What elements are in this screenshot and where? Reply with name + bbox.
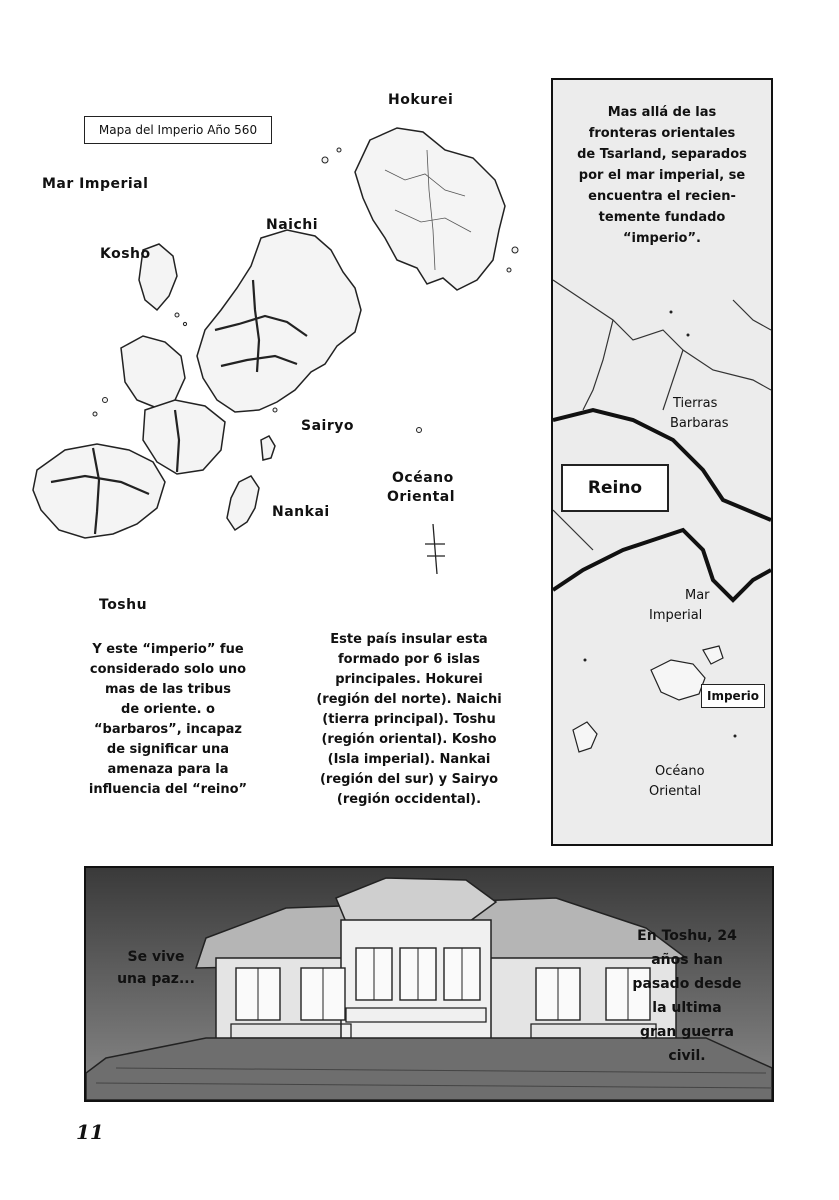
caption-middle: Este país insular esta formado por 6 islas principales. Hokurei (región del norte). Naichi (tierra principal). Toshu (región oriental). Kosho (Isla imperial). Nankai (región del sur) y Sairyo (región occidental). bbox=[316, 632, 502, 807]
imperio-box bbox=[701, 684, 765, 708]
island-central bbox=[143, 400, 225, 474]
right-panel bbox=[551, 78, 773, 846]
label-nankai: Nankai bbox=[272, 504, 330, 520]
map-title: Mapa del Imperio Año 560 bbox=[84, 116, 272, 144]
island-west bbox=[121, 336, 185, 408]
island-naichi bbox=[197, 230, 361, 412]
label-tierras: Tierras bbox=[673, 396, 718, 411]
imperio-label: Imperio bbox=[707, 689, 759, 703]
label-mar-imperial-2: Imperial bbox=[649, 608, 703, 623]
label-naichi: Naichi bbox=[266, 217, 319, 233]
label-hokurei: Hokurei bbox=[388, 92, 454, 108]
label-toshu: Toshu bbox=[99, 597, 148, 613]
label-kosho: Kosho bbox=[100, 246, 151, 262]
label-oceano: Océano bbox=[392, 470, 454, 486]
label-barbaras: Barbaras bbox=[670, 416, 729, 431]
caption-left: Y este “imperio” fue considerado solo uno mas de las tribus de oriente. o “barbaros”, incapaz de significar una amenaza para la influencia del “reino” bbox=[88, 642, 248, 797]
label-oriental: Oriental bbox=[387, 489, 456, 505]
reino-box bbox=[561, 464, 669, 512]
island-sairyo bbox=[261, 436, 275, 460]
label-mar: Mar bbox=[685, 588, 710, 603]
bottom-panel bbox=[84, 866, 774, 1102]
label-sairyo: Sairyo bbox=[301, 418, 354, 434]
island-nankai bbox=[227, 476, 259, 530]
speech-left: Se vive una paz... bbox=[117, 949, 195, 987]
compass-icon bbox=[425, 524, 445, 574]
label-oceano-2: Océano bbox=[655, 764, 705, 779]
reino-label: Reino bbox=[587, 478, 643, 498]
label-mar-imperial: Mar Imperial bbox=[42, 176, 149, 192]
label-oriental-2: Oriental bbox=[649, 784, 702, 799]
right-panel-text: Mas allá de las fronteras orientales de Tsarland, separados por el mar imperial, se encuentra el recien- temente fundado “imperio”. bbox=[577, 105, 747, 246]
speech-right: En Toshu, 24 años han pasado desde la ultima gran guerra civil. bbox=[632, 928, 742, 1064]
page-number: 11 bbox=[76, 1120, 104, 1144]
island-hokurei bbox=[355, 128, 505, 290]
